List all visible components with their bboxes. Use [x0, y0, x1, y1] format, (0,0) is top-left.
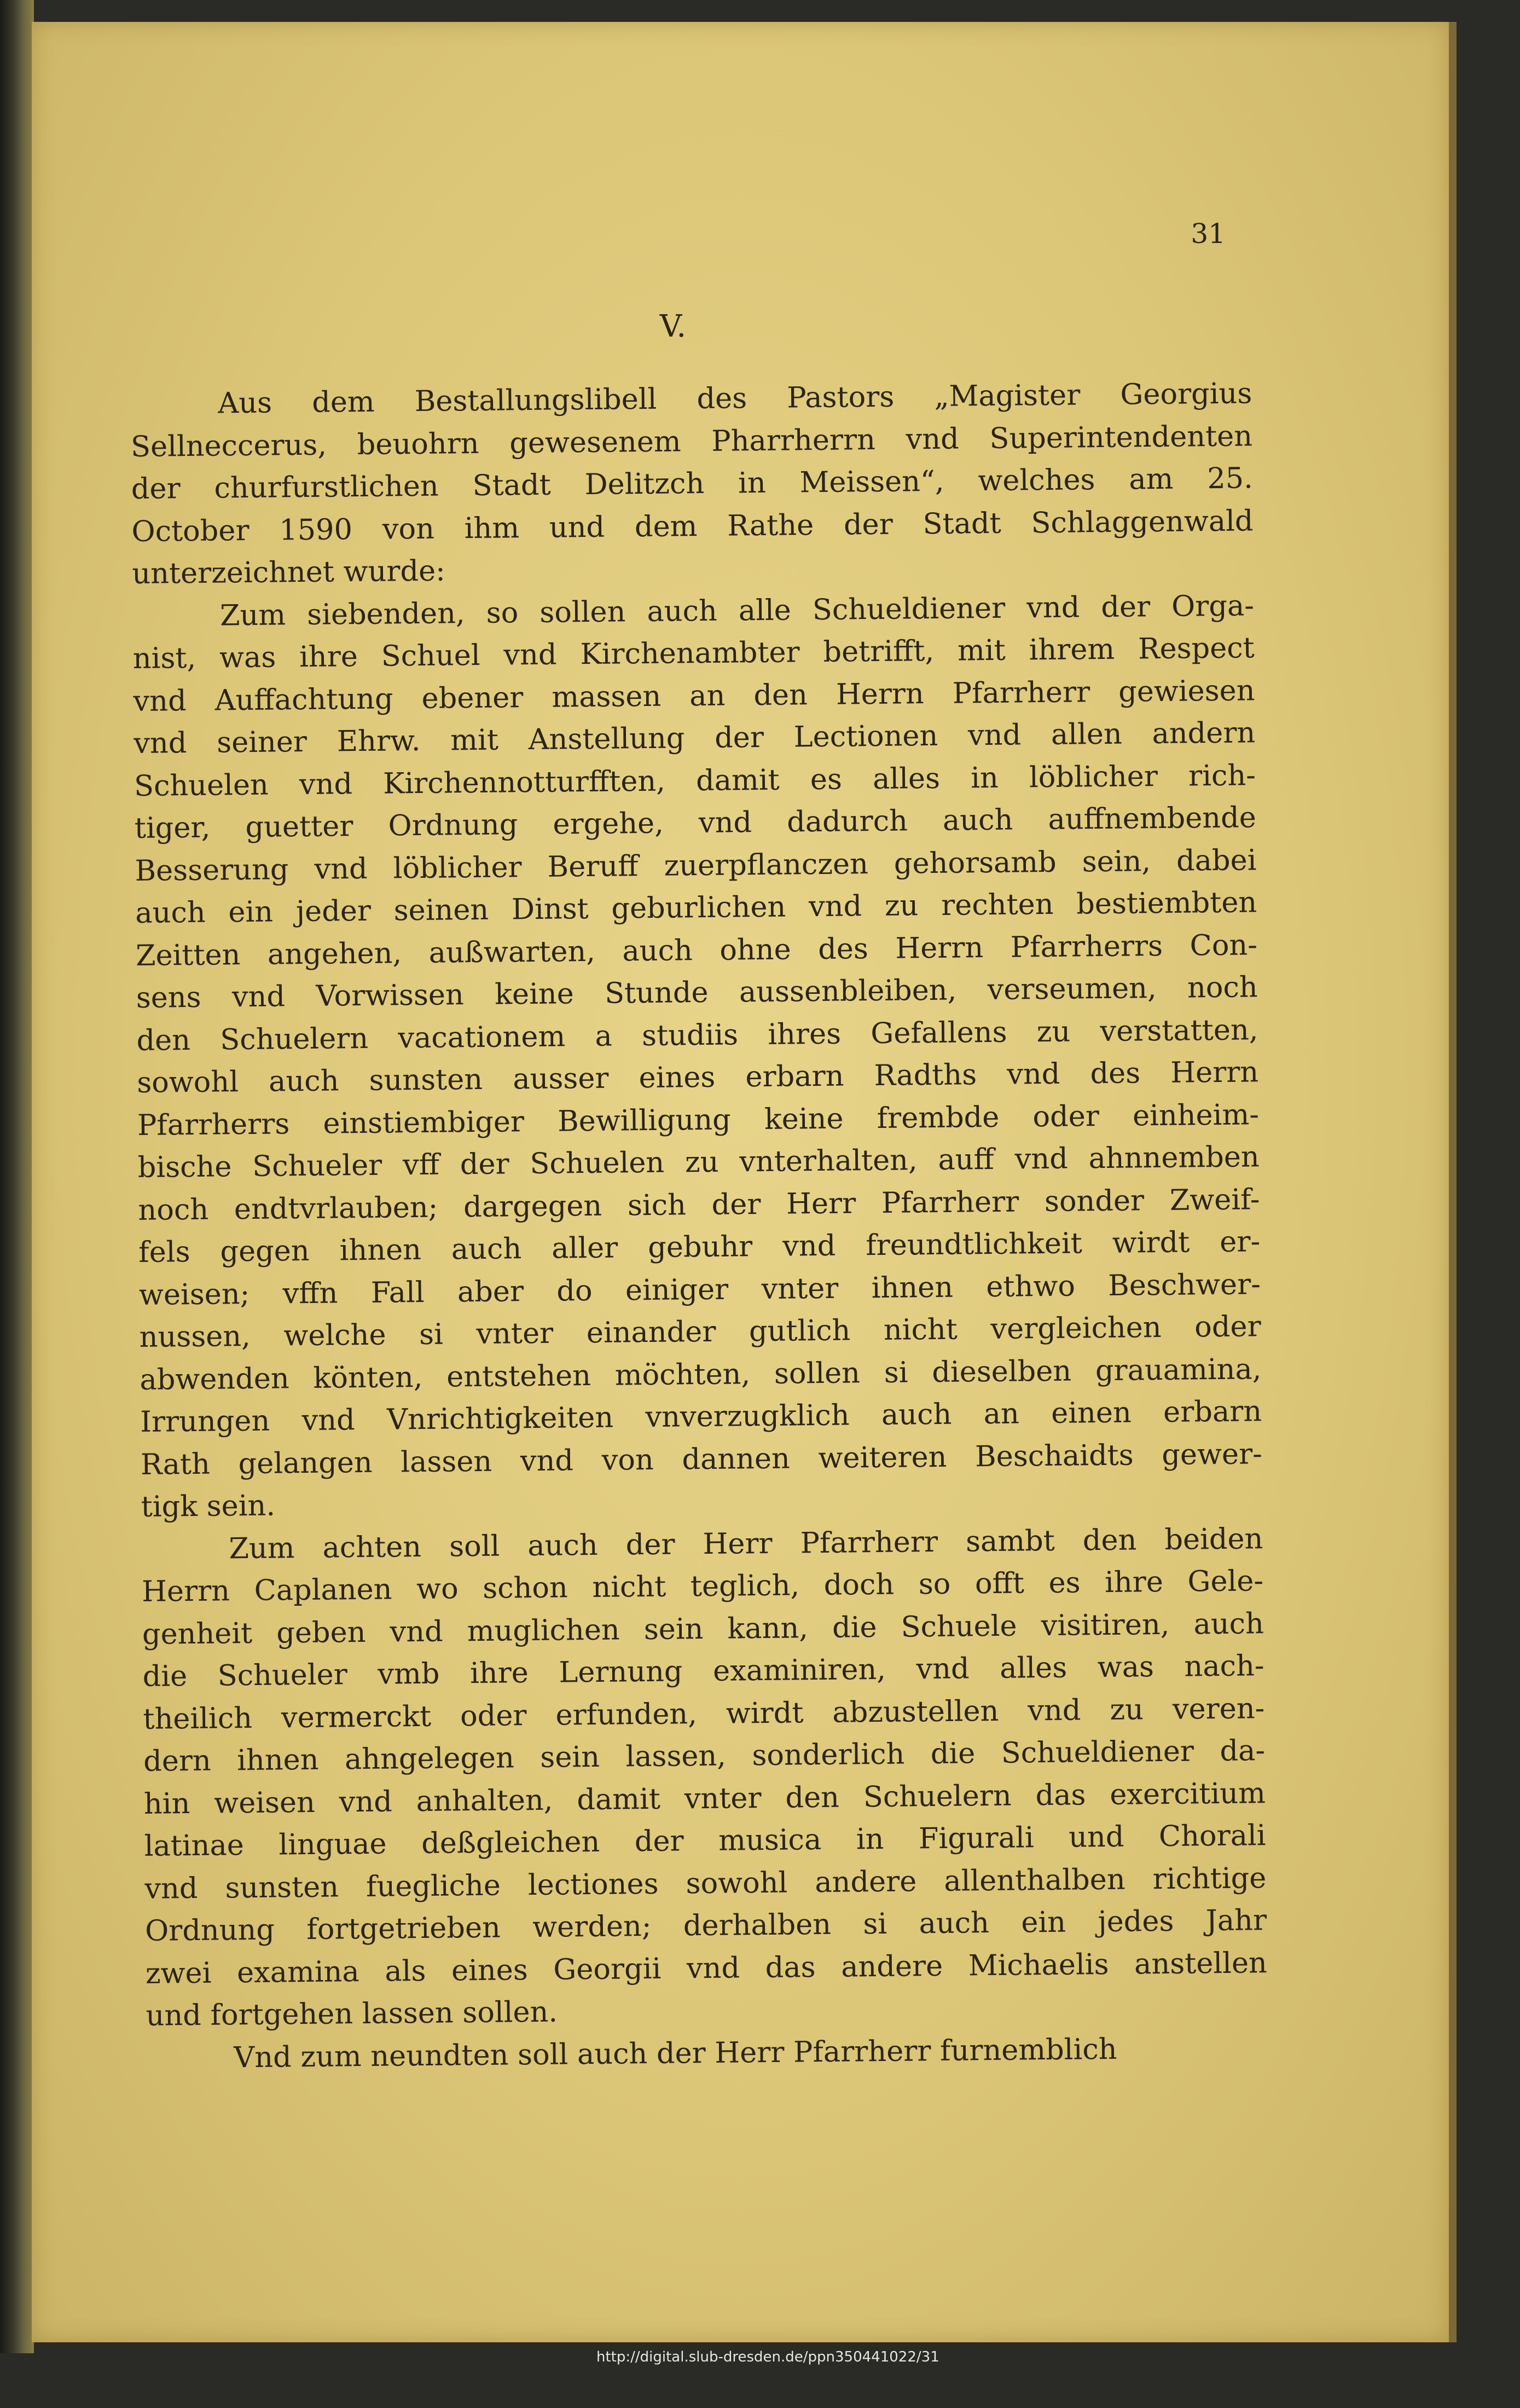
body-text — [130, 372, 1268, 2080]
text-line: Zum achten soll auch der Herr Pfarrherr sambt den beiden — [229, 1521, 1263, 1565]
text-line: genheit geben vnd muglichen sein kann, die Schuele visitiren, auch — [142, 1606, 1264, 1651]
text-line: fels gegen ihnen auch aller gebuhr vnd freundtlichkeit wirdt er- — [138, 1225, 1261, 1269]
text-line: tigk sein. — [141, 1489, 276, 1524]
text-line: zwei examina als eines Georgii vnd das andere Michaelis anstellen — [145, 1946, 1268, 1990]
text-line: bische Schueler vff der Schuelen zu vnterhalten, auff vnd ahnnemben — [137, 1140, 1260, 1184]
text-line: dern ihnen ahngelegen sein lassen, sonderlich die Schueldiener da- — [143, 1734, 1266, 1778]
text-line: Vnd zum neundten soll auch der Herr Pfarrherr furnemblich — [234, 2032, 1117, 2074]
text-line: Besserung vnd löblicher Beruff zuerpflanczen gehorsamb sein, dabei — [135, 843, 1257, 888]
text-line: die Schueler vmb ihre Lernung examiniren, vnd alles was nach- — [142, 1649, 1264, 1693]
text-line: der churfurstlichen Stadt Delitzch in Meissen“, welches am 25. — [131, 461, 1254, 506]
text-line: October 1590 von ihm und dem Rathe der Stadt Schlaggenwald — [131, 503, 1254, 548]
text-line: sens vnd Vorwissen keine Stunde aussenbleiben, verseumen, noch — [136, 970, 1258, 1015]
text-line: nussen, welche si vnter einander gutlich nicht vergleichen oder — [139, 1310, 1261, 1354]
paragraph — [132, 584, 1263, 1529]
text-line: Ordnung fortgetrieben werden; derhalben si auch ein jedes Jahr — [144, 1903, 1267, 1948]
text-line: vnd seiner Ehrw. mit Anstellung der Lectionen vnd allen andern — [134, 716, 1256, 760]
text-line: unterzeichnet wurde: — [132, 554, 446, 591]
text-line: tiger, guetter Ordnung ergehe, vnd dadurch auch auffnembende — [134, 801, 1257, 845]
text-line: Schuelen vnd Kirchennotturfften, damit es alles in löblicher rich- — [134, 758, 1256, 803]
text-line: nist, was ihre Schuel vnd Kirchenambter betrifft, mit ihrem Respect — [132, 631, 1255, 675]
text-line: noch endtvrlauben; dargegen sich der Herr Pfarrherr sonder Zweif- — [138, 1182, 1260, 1227]
text-line: hin weisen vnd anhalten, damit vnter den Schuelern das exercitium — [143, 1776, 1266, 1821]
text-line: Rath gelangen lassen vnd von dannen weiteren Beschaidts gewer- — [140, 1437, 1263, 1481]
text-line: theilich vermerckt oder erfunden, wirdt abzustellen vnd zu veren- — [143, 1691, 1265, 1736]
text-line: vnd Auffachtung ebener massen an den Herrn Pfarrherr gewiesen — [133, 673, 1255, 718]
text-line: den Schuelern vacationem a studiis ihres Gefallens zu verstatten, — [136, 1012, 1258, 1057]
text-line: vnd sunsten fuegliche lectiones sowohl andere allenthalben richtige — [144, 1861, 1267, 1906]
text-line: und fortgehen lassen sollen. — [146, 1995, 558, 2033]
paragraph — [130, 372, 1254, 595]
text-line: Sellneccerus, beuohrn gewesenem Pharrherrn vnd Superintendenten — [130, 419, 1253, 464]
text-line: Zeitten angehen, außwarten, auch ohne des Herrn Pfarrherrs Con- — [135, 928, 1258, 973]
text-line: Zum siebenden, so sollen auch alle Schueldiener vnd der Orga- — [219, 588, 1255, 632]
text-line: weisen; vffn Fall aber do einiger vnter ihnen ethwo Beschwer- — [138, 1267, 1261, 1312]
text-line: Pfarrherrs einstiembiger Bewilligung keine frembde oder einheim- — [137, 1097, 1260, 1142]
text-line: auch ein jeder seinen Dinst geburlichen vnd zu rechten bestiembten — [135, 885, 1257, 930]
text-line: Irrungen vnd Vnrichtigkeiten vnverzugklich auch an einen erbarn — [140, 1394, 1262, 1439]
book-binding — [0, 0, 34, 2353]
section-heading: V. — [659, 309, 687, 344]
text-line: sowohl auch sunsten ausser eines erbarn Radths vnd des Herrn — [136, 1055, 1259, 1099]
text-line: Herrn Caplanen wo schon nicht teglich, doch so offt es ihre Gele- — [141, 1564, 1264, 1608]
source-url: http://digital.slub-dresden.de/ppn350441022/31 — [596, 2349, 939, 2365]
paragraph — [141, 1518, 1268, 2037]
text-line: Aus dem Bestallungslibell des Pastors „Magister Georgius — [218, 377, 1252, 420]
page-number: 31 — [1191, 218, 1226, 250]
text-line: latinae linguae deßgleichen der musica in Figurali und Chorali — [144, 1819, 1266, 1863]
text-line: abwenden könten, entstehen möchten, sollen si dieselben grauamina, — [140, 1352, 1262, 1397]
page-edge — [1449, 22, 1457, 2342]
